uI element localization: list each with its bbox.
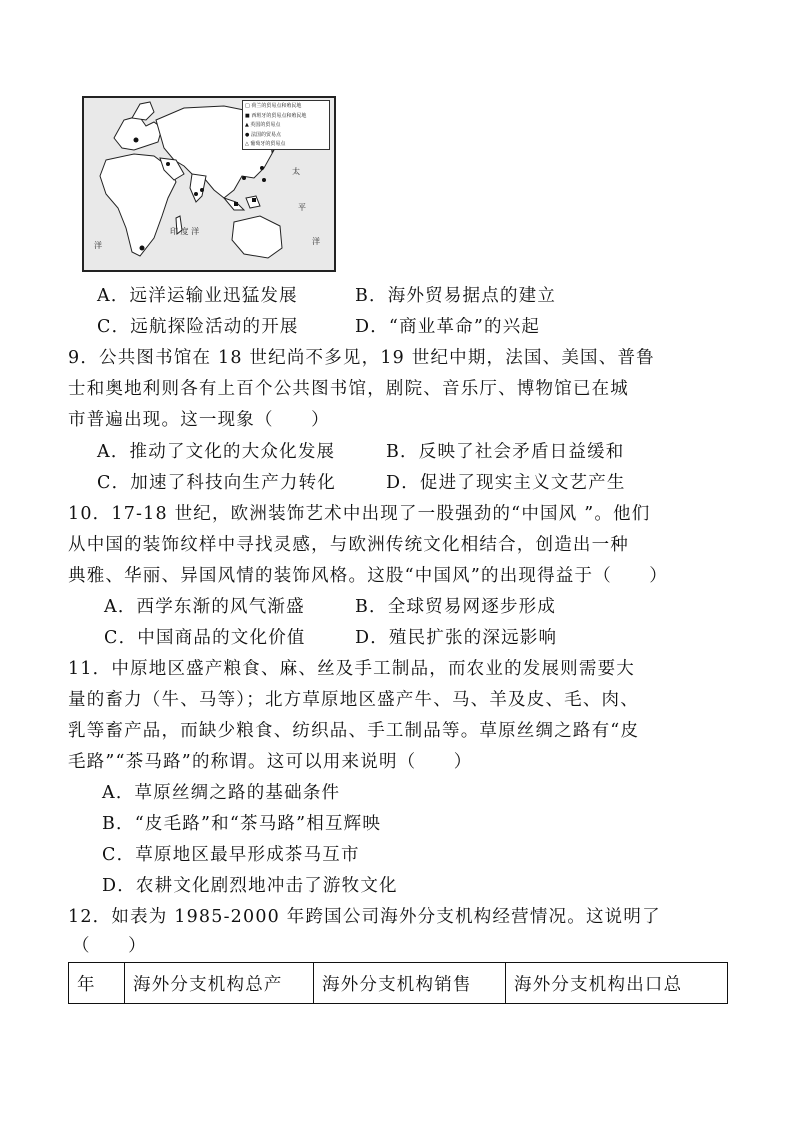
q9-option-d: D．促进了现实主义文艺产生 — [386, 473, 626, 493]
q9-option-a: A．推动了文化的大众化发展 — [97, 442, 336, 462]
map-label-yang-left: 洋 — [94, 241, 102, 250]
q8-option-c: C．远航探险活动的开展 — [97, 317, 299, 337]
q11-stem-line4: 毛路”“茶马路”的称谓。这可以用来说明（ ） — [68, 752, 473, 772]
q10-option-d: D．殖民扩张的深远影响 — [355, 628, 558, 648]
legend-item: ■ 西班牙的贸易点和殖民地 — [245, 112, 307, 119]
trade-map-figure — [82, 96, 336, 272]
q11-stem-line1: 11．中原地区盛产粮食、麻、丝及手工制品，而农业的发展则需要大 — [68, 659, 635, 679]
q11-stem-line2: 量的畜力（牛、马等）；北方草原地区盛产牛、马、羊及皮、毛、肉、 — [68, 690, 639, 710]
q8-option-d: D．“商业革命”的兴起 — [355, 317, 541, 337]
q8-option-a: A．远洋运输业迅猛发展 — [97, 286, 298, 306]
q9-stem-line1: 9．公共图书馆在 18 世纪尚不多见，19 世纪中期，法国、美国、普鲁 — [68, 348, 655, 368]
map-legend — [242, 100, 330, 150]
q8-option-b: B．海外贸易据点的建立 — [355, 286, 557, 306]
legend-item: □ 荷兰的贸易点和殖民地 — [245, 103, 302, 109]
q10-option-a: A．西学东渐的风气渐盛 — [104, 597, 305, 617]
q11-option-b: B．“皮毛路”和“茶马路”相互辉映 — [102, 814, 382, 834]
table-header-cell: 海外分支机构总产 — [125, 963, 314, 1004]
map-label-yindu: 印 度 洋 — [170, 227, 200, 236]
map-label-yang-right: 洋 — [312, 237, 320, 246]
table-header-cell: 年 — [69, 963, 125, 1004]
table-header-row — [69, 963, 728, 1004]
map-label-tai: 太 — [292, 167, 300, 176]
q11-option-d: D．农耕文化剧烈地冲击了游牧文化 — [102, 876, 398, 896]
q9-option-b: B．反映了社会矛盾日益缓和 — [386, 442, 625, 462]
legend-item: ▲ 英国的贸易点 — [245, 122, 281, 128]
q10-option-c: C．中国商品的文化价值 — [104, 628, 306, 648]
q11-stem-line3: 乳等畜产品，而缺少粮食、纺织品、手工制品等。草原丝绸之路有“皮 — [68, 721, 640, 741]
q10-stem-line2: 从中国的装饰纹样中寻找灵感，与欧洲传统文化相结合，创造出一种 — [68, 535, 629, 555]
q12-stem-line2: （ ） — [72, 936, 147, 956]
q12-stem-line1: 12．如表为 1985-2000 年跨国公司海外分支机构经营情况。这说明了 — [68, 907, 661, 927]
table-header-cell: 海外分支机构销售 — [314, 963, 506, 1004]
legend-item: △ 葡萄牙的贸易点 — [245, 141, 286, 147]
q11-option-c: C．草原地区最早形成茶马互市 — [102, 845, 360, 865]
q10-stem-line3: 典雅、华丽、异国风情的装饰风格。这股“中国风”的出现得益于（ ） — [68, 566, 668, 586]
map-label-ping: 平 — [298, 203, 306, 212]
table-header-cell: 海外分支机构出口总 — [506, 963, 728, 1004]
q12-data-table — [68, 962, 728, 1004]
legend-item: ● 法国的贸易点 — [245, 131, 281, 138]
q9-stem-line3: 市普遍出现。这一现象（ ） — [68, 410, 330, 430]
q9-stem-line2: 士和奥地利则各有上百个公共图书馆，剧院、音乐厅、博物馆已在城 — [68, 379, 629, 399]
q10-stem-line1: 10．17-18 世纪，欧洲装饰艺术中出现了一股强劲的“中国风 ”。他们 — [68, 504, 651, 524]
q11-option-a: A．草原丝绸之路的基础条件 — [102, 783, 341, 803]
q9-option-c: C．加速了科技向生产力转化 — [97, 473, 336, 493]
q10-option-b: B．全球贸易网逐步形成 — [355, 597, 557, 617]
